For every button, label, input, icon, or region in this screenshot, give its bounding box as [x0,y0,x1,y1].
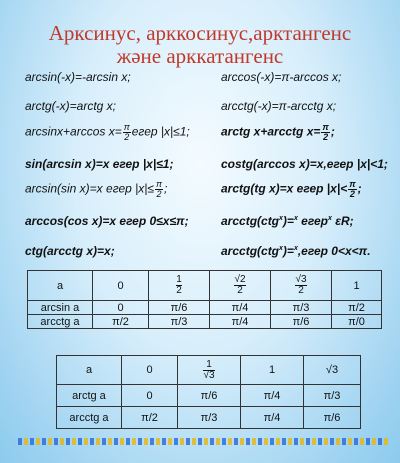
fraction-den: 2 [349,189,355,199]
table-cell: π/3 [149,315,210,329]
table-cell: arcctg a [28,315,93,329]
fraction [321,123,329,142]
table-row [57,407,361,429]
fraction-den: 2 [323,132,329,142]
table-cell: π/6 [304,407,361,429]
formula-cos-arccos: costg(arccos x)=x,егер |x|<1; [221,157,388,171]
formula-text: ; [357,181,362,196]
table-cell: π/4 [210,315,271,329]
table-cell: π/3 [271,301,332,315]
formula-text: arcsin(sin x)=x егер |x|≤ [25,181,154,196]
table-cell [149,271,210,301]
table-cell: π/4 [241,385,304,407]
table-arctg-arcctg [56,355,361,429]
table-cell [271,271,332,301]
table-cell: √3 [304,356,361,385]
fraction [234,275,245,296]
table-cell: 0 [122,356,178,385]
table-cell: 1 [332,271,382,301]
formula-arccos-cos: arccos(cos x)=x егер 0≤x≤π; [25,214,189,228]
formula-text: егер [297,214,328,228]
fraction [176,275,182,296]
formula-text: arctg(tg x)=x егер |x|< [221,181,348,196]
table-cell [210,271,271,301]
fraction-den: 2 [237,285,243,296]
formula-text: )= [282,214,294,228]
formula-sin-arcsin: sin(arcsin x)=x егер |x|≤1; [25,157,174,171]
fraction-num: π [322,122,329,132]
formula-arctg-tg [221,180,362,199]
formula-small: x [279,215,283,222]
formula-text: ; [330,124,335,139]
formula-arccos-neg: arccos(-x)=π-arccos x; [221,70,342,84]
fraction-num: 1 [203,360,214,371]
table-cell: π/4 [210,301,271,315]
fraction-den: 2 [156,189,162,199]
fraction-num: √2 [234,274,246,285]
formula-arcctg-ctg [221,214,354,228]
formula-text: )= [282,244,294,258]
decorative-border [18,438,388,445]
formula-text: arcctg(ctg [221,214,280,228]
formula-text: arctg x+arcctg x= [221,124,321,139]
table-row [57,356,361,385]
formula-arcctg-ctg-2 [221,244,371,258]
table-cell: arctg a [57,385,122,407]
table-cell: π/2 [93,315,149,329]
table-arcsin-arcctg [27,270,382,329]
fraction [203,360,214,381]
formula-arctg-plus-arcctg [221,123,335,142]
table-cell: π/6 [271,315,332,329]
table-cell: a [28,271,93,301]
formula-text: ; [164,181,168,196]
formula-small: x [293,215,298,222]
table-cell: 1 [241,356,304,385]
table-cell: π/6 [149,301,210,315]
formula-arcctg-neg: arcctg(-x)=π-arcctg x; [221,99,337,113]
formula-small: x [293,245,298,252]
formula-text: arcctg(ctg [221,244,280,258]
formula-arctg-neg: arctg(-x)=arctg x; [25,99,117,113]
formula-ctg-arcctg: ctg(arcctg x)=x; [25,244,115,258]
table-cell: 0 [93,301,149,315]
fraction-den: 2 [124,132,130,142]
title-line-1: Арксинус, арккосинус,арктангенс [48,21,352,45]
fraction-den: 2 [298,285,304,296]
table-cell: a [57,356,122,385]
formula-text: егер |x|≤1; [131,124,190,139]
table-cell: π/3 [178,407,241,429]
table-cell [178,356,241,385]
table-row [28,301,382,315]
fraction [348,180,356,199]
table-row [28,315,382,329]
fraction-num: π [349,179,356,189]
table-cell: π/2 [332,301,382,315]
table-row [28,271,382,301]
fraction [155,180,163,199]
formula-arcsin-sin [25,180,167,199]
formula-small: x [279,245,283,252]
fraction-num: 1 [176,274,182,285]
table-cell: arcctg a [57,407,122,429]
formula-text: arcsinx+arccos x= [25,124,122,139]
formula-arcsin-plus-arccos [25,123,190,142]
table-cell: 0 [122,385,178,407]
title-line-2: және арккатангенс [116,44,284,68]
table-cell: π/2 [122,407,178,429]
table-cell: π/6 [178,385,241,407]
formula-arcsin-odd: arcsin(-x)=-arcsin x; [25,70,131,84]
table-cell: 0 [93,271,149,301]
fraction [295,275,306,296]
formula-small: x [327,215,332,222]
formula-text: ,егер 0<x<π. [297,244,371,258]
table-cell: π/4 [241,407,304,429]
fraction-num: π [155,179,163,189]
table-cell: π/3 [304,385,361,407]
fraction-num: π [123,122,130,132]
fraction-den: √3 [203,369,215,381]
fraction-den: 2 [176,285,182,296]
table-cell: π/0 [332,315,382,329]
formula-text: εR; [331,214,354,228]
fraction-num: √3 [295,274,307,285]
table-row [57,385,361,407]
table-cell: arcsin a [28,301,93,315]
fraction [123,123,131,142]
